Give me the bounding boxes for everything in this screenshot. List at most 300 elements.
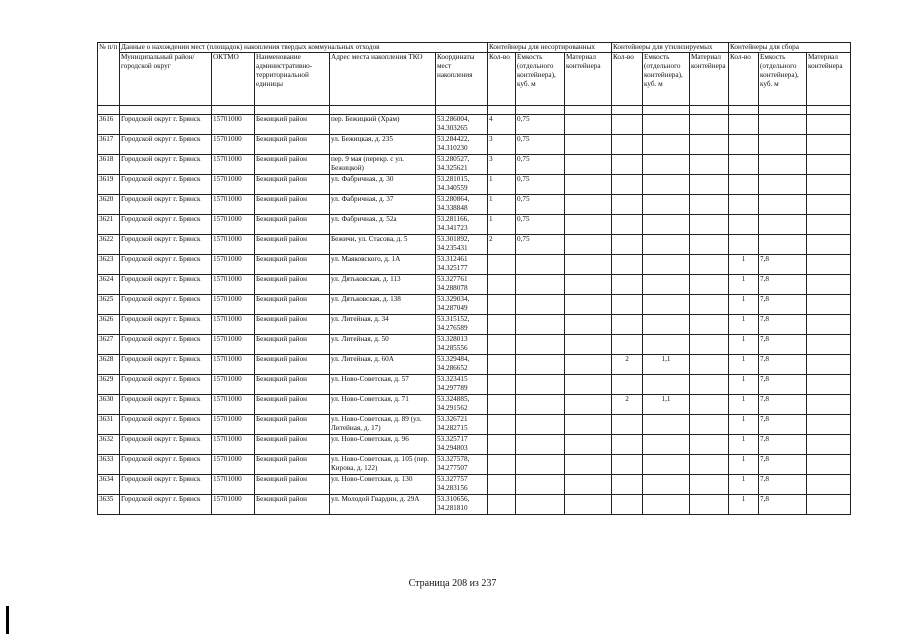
- cell-num: 3631: [98, 415, 120, 435]
- cell-unit: Бежицкий район: [255, 115, 330, 135]
- cell-unsorted-material: [565, 415, 612, 435]
- cell-coords: 53.324885, 34.291562: [436, 395, 488, 415]
- cell-municipal: Городской округ г. Брянск: [120, 375, 212, 395]
- cell-collect-count: 1: [729, 315, 759, 335]
- cell-unsorted-capacity: 0,75: [516, 195, 565, 215]
- cell-collect-capacity: [759, 115, 807, 135]
- cell-recycle-material: [690, 435, 729, 455]
- cell-unsorted-count: [488, 455, 516, 475]
- cell-unsorted-material: [565, 275, 612, 295]
- cell-collect-material: [807, 475, 851, 495]
- cell-recycle-material: [690, 295, 729, 315]
- cell-recycle-capacity: [643, 335, 690, 355]
- header-num: № п/п: [98, 43, 120, 106]
- cell-municipal: Городской округ г. Брянск: [120, 395, 212, 415]
- cell-municipal: Городской округ г. Брянск: [120, 495, 212, 515]
- cell-collect-count: [729, 215, 759, 235]
- cell-unsorted-capacity: [516, 495, 565, 515]
- cell-unsorted-count: [488, 435, 516, 455]
- cell-municipal: Городской округ г. Брянск: [120, 415, 212, 435]
- table-body: [98, 115, 851, 515]
- cell-unsorted-capacity: 0,75: [516, 135, 565, 155]
- cell-municipal: Городской округ г. Брянск: [120, 155, 212, 175]
- header-recycle-capacity: Емкость (отдельного контейнера), куб. м: [643, 53, 690, 106]
- cell-unsorted-material: [565, 475, 612, 495]
- cell-unit: Бежицкий район: [255, 395, 330, 415]
- cell-recycle-count: [612, 195, 643, 215]
- cell-unit: Бежицкий район: [255, 135, 330, 155]
- cell-collect-material: [807, 295, 851, 315]
- cell-coords: 53.323415 34.297789: [436, 375, 488, 395]
- cell-recycle-capacity: [643, 415, 690, 435]
- cell-unsorted-material: [565, 215, 612, 235]
- header-recycle-material: Материал контейнера: [690, 53, 729, 106]
- cell-oktmo: 15701000: [212, 155, 255, 175]
- cell-oktmo: 15701000: [212, 195, 255, 215]
- cell-recycle-count: [612, 155, 643, 175]
- cell-address: ул. Ново-Советская, д. 71: [330, 395, 436, 415]
- cell-oktmo: 15701000: [212, 335, 255, 355]
- cell-coords: 53.327761 34.288078: [436, 275, 488, 295]
- table-row: [98, 475, 851, 495]
- cell-unsorted-count: 3: [488, 135, 516, 155]
- cell-municipal: Городской округ г. Брянск: [120, 135, 212, 155]
- cell-address: ул. Ново-Советская, д. 96: [330, 435, 436, 455]
- cell-collect-count: 1: [729, 375, 759, 395]
- cell-collect-material: [807, 435, 851, 455]
- cell-recycle-capacity: [643, 215, 690, 235]
- cell-collect-material: [807, 415, 851, 435]
- cell-unsorted-material: [565, 495, 612, 515]
- cell-collect-capacity: 7,8: [759, 435, 807, 455]
- cell-collect-material: [807, 135, 851, 155]
- cell-address: ул. Бежицкая, д. 235: [330, 135, 436, 155]
- header-group-data: Данные о нахождении мест (площадок) накопления твердых коммунальных отходов: [120, 43, 488, 53]
- cell-collect-capacity: 7,8: [759, 395, 807, 415]
- cell-recycle-count: [612, 415, 643, 435]
- cell-recycle-material: [690, 195, 729, 215]
- cell-collect-material: [807, 275, 851, 295]
- cell-unsorted-material: [565, 455, 612, 475]
- cell-recycle-capacity: [643, 295, 690, 315]
- cell-recycle-count: [612, 315, 643, 335]
- cell-collect-material: [807, 235, 851, 255]
- header-spacer-row: [98, 106, 851, 115]
- cell-recycle-capacity: 1,1: [643, 395, 690, 415]
- cell-municipal: Городской округ г. Брянск: [120, 355, 212, 375]
- cell-recycle-material: [690, 175, 729, 195]
- cell-recycle-material: [690, 375, 729, 395]
- cell-municipal: Городской округ г. Брянск: [120, 455, 212, 475]
- cell-unsorted-count: [488, 295, 516, 315]
- cell-unsorted-count: [488, 395, 516, 415]
- table-row: [98, 295, 851, 315]
- cell-municipal: Городской округ г. Брянск: [120, 215, 212, 235]
- cell-recycle-capacity: [643, 435, 690, 455]
- cell-unsorted-count: [488, 415, 516, 435]
- header-unit: Наименование административно-территориальной единицы: [255, 53, 330, 106]
- cell-recycle-count: [612, 115, 643, 135]
- cell-collect-material: [807, 155, 851, 175]
- cell-unsorted-capacity: [516, 415, 565, 435]
- cell-unit: Бежицкий район: [255, 475, 330, 495]
- cell-recycle-capacity: [643, 135, 690, 155]
- header-collect-material: Материал контейнера: [807, 53, 851, 106]
- cell-unsorted-capacity: [516, 395, 565, 415]
- cell-collect-capacity: 7,8: [759, 335, 807, 355]
- cell-coords: 53.327578, 34.277507: [436, 455, 488, 475]
- cell-collect-count: 1: [729, 415, 759, 435]
- cell-recycle-material: [690, 155, 729, 175]
- cell-collect-count: 1: [729, 475, 759, 495]
- cell-collect-material: [807, 255, 851, 275]
- cell-address: ул. Ново-Советская, д. 57: [330, 375, 436, 395]
- cell-unsorted-material: [565, 435, 612, 455]
- cell-unsorted-count: [488, 255, 516, 275]
- cell-collect-count: 1: [729, 295, 759, 315]
- header-unsorted-material: Материал контейнера: [565, 53, 612, 106]
- cell-recycle-capacity: 1,1: [643, 355, 690, 375]
- cell-collect-count: [729, 235, 759, 255]
- cell-num: 3626: [98, 315, 120, 335]
- table-row: [98, 315, 851, 335]
- cell-collect-material: [807, 455, 851, 475]
- cell-unsorted-count: 1: [488, 175, 516, 195]
- cell-collect-capacity: [759, 155, 807, 175]
- table-row: [98, 155, 851, 175]
- cell-coords: 53.327757 34.283156: [436, 475, 488, 495]
- cell-recycle-count: [612, 495, 643, 515]
- cell-unsorted-material: [565, 375, 612, 395]
- cell-unsorted-count: 4: [488, 115, 516, 135]
- cell-collect-material: [807, 495, 851, 515]
- cell-num: 3619: [98, 175, 120, 195]
- cell-coords: 53.281166, 34.341723: [436, 215, 488, 235]
- cell-unsorted-capacity: 0,75: [516, 175, 565, 195]
- cell-coords: 53.315152, 34.276589: [436, 315, 488, 335]
- cell-recycle-material: [690, 415, 729, 435]
- cell-num: 3622: [98, 235, 120, 255]
- margin-mark: [6, 606, 9, 634]
- cell-unit: Бежицкий район: [255, 195, 330, 215]
- cell-unsorted-count: [488, 495, 516, 515]
- cell-unit: Бежицкий район: [255, 495, 330, 515]
- cell-coords: 53.281015, 34.340559: [436, 175, 488, 195]
- cell-unsorted-capacity: [516, 435, 565, 455]
- cell-collect-capacity: 7,8: [759, 255, 807, 275]
- cell-coords: 53.326721 34.282715: [436, 415, 488, 435]
- cell-recycle-material: [690, 335, 729, 355]
- cell-num: 3627: [98, 335, 120, 355]
- cell-municipal: Городской округ г. Брянск: [120, 315, 212, 335]
- cell-unsorted-capacity: [516, 275, 565, 295]
- cell-num: 3625: [98, 295, 120, 315]
- cell-num: 3617: [98, 135, 120, 155]
- cell-oktmo: 15701000: [212, 115, 255, 135]
- cell-collect-capacity: [759, 215, 807, 235]
- cell-recycle-count: [612, 455, 643, 475]
- header-unsorted-capacity: Емкость (отдельного контейнера), куб. м: [516, 53, 565, 106]
- table-row: [98, 415, 851, 435]
- table-row: [98, 335, 851, 355]
- cell-recycle-capacity: [643, 155, 690, 175]
- cell-oktmo: 15701000: [212, 295, 255, 315]
- cell-recycle-count: [612, 335, 643, 355]
- table-row: [98, 375, 851, 395]
- cell-num: 3628: [98, 355, 120, 375]
- cell-coords: 53.312461 34.325177: [436, 255, 488, 275]
- cell-num: 3620: [98, 195, 120, 215]
- cell-unit: Бежицкий район: [255, 175, 330, 195]
- cell-unit: Бежицкий район: [255, 335, 330, 355]
- cell-collect-capacity: 7,8: [759, 275, 807, 295]
- table-row: [98, 395, 851, 415]
- cell-num: 3632: [98, 435, 120, 455]
- cell-address: ул. Ново-Советская, д. 105 (пер. Кирова, д. 122): [330, 455, 436, 475]
- cell-recycle-count: [612, 375, 643, 395]
- cell-collect-material: [807, 195, 851, 215]
- cell-num: 3635: [98, 495, 120, 515]
- cell-collect-material: [807, 315, 851, 335]
- cell-coords: 53.280864, 34.338848: [436, 195, 488, 215]
- cell-unit: Бежицкий район: [255, 435, 330, 455]
- cell-recycle-material: [690, 235, 729, 255]
- header-address: Адрес места накопления ТКО: [330, 53, 436, 106]
- cell-num: 3616: [98, 115, 120, 135]
- cell-collect-material: [807, 175, 851, 195]
- cell-collect-material: [807, 215, 851, 235]
- cell-unsorted-capacity: [516, 295, 565, 315]
- cell-unit: Бежицкий район: [255, 295, 330, 315]
- page-number: Страница 208 из 237: [408, 578, 497, 589]
- table-row: [98, 495, 851, 515]
- cell-address: ул. Фабричная, д. 52а: [330, 215, 436, 235]
- cell-address: ул. Ново-Советская, д. 89 (ул. Литейная, д. 17): [330, 415, 436, 435]
- cell-oktmo: 15701000: [212, 255, 255, 275]
- cell-unsorted-material: [565, 315, 612, 335]
- cell-unit: Бежицкий район: [255, 375, 330, 395]
- cell-municipal: Городской округ г. Брянск: [120, 235, 212, 255]
- cell-recycle-material: [690, 355, 729, 375]
- cell-municipal: Городской округ г. Брянск: [120, 475, 212, 495]
- cell-coords: 53.301892, 34.235431: [436, 235, 488, 255]
- cell-collect-capacity: [759, 175, 807, 195]
- cell-unit: Бежицкий район: [255, 155, 330, 175]
- cell-collect-count: [729, 135, 759, 155]
- cell-collect-capacity: 7,8: [759, 495, 807, 515]
- cell-collect-count: 1: [729, 455, 759, 475]
- cell-unsorted-capacity: 0,75: [516, 155, 565, 175]
- cell-municipal: Городской округ г. Брянск: [120, 115, 212, 135]
- cell-oktmo: 15701000: [212, 495, 255, 515]
- table-row: [98, 135, 851, 155]
- cell-unsorted-capacity: 0,75: [516, 235, 565, 255]
- cell-collect-count: 1: [729, 275, 759, 295]
- cell-recycle-capacity: [643, 175, 690, 195]
- cell-municipal: Городской округ г. Брянск: [120, 435, 212, 455]
- cell-unsorted-capacity: [516, 375, 565, 395]
- cell-unit: Бежицкий район: [255, 275, 330, 295]
- cell-unsorted-count: 1: [488, 215, 516, 235]
- cell-address: пер. 9 мая (перекр. с ул. Бежицкой): [330, 155, 436, 175]
- cell-address: ул. Маяковского, д. 1А: [330, 255, 436, 275]
- cell-oktmo: 15701000: [212, 175, 255, 195]
- cell-municipal: Городской округ г. Брянск: [120, 295, 212, 315]
- header-collect-capacity: Емкость (отдельного контейнера), куб. м: [759, 53, 807, 106]
- cell-collect-capacity: 7,8: [759, 415, 807, 435]
- cell-recycle-count: [612, 275, 643, 295]
- cell-unsorted-capacity: [516, 315, 565, 335]
- cell-unsorted-material: [565, 395, 612, 415]
- cell-unsorted-material: [565, 355, 612, 375]
- cell-unsorted-count: [488, 475, 516, 495]
- cell-coords: 53.280527, 34.325621: [436, 155, 488, 175]
- cell-unsorted-material: [565, 335, 612, 355]
- header-group-unsorted: Контейнеры для несортированных: [488, 43, 612, 53]
- cell-oktmo: 15701000: [212, 415, 255, 435]
- cell-recycle-count: [612, 215, 643, 235]
- cell-municipal: Городской округ г. Брянск: [120, 275, 212, 295]
- header-municipal: Муниципальный район/городской округ: [120, 53, 212, 106]
- cell-unsorted-material: [565, 295, 612, 315]
- cell-oktmo: 15701000: [212, 435, 255, 455]
- cell-collect-material: [807, 115, 851, 135]
- cell-coords: 53.310656, 34.281810: [436, 495, 488, 515]
- cell-num: 3621: [98, 215, 120, 235]
- cell-address: ул. Литейная, д. 34: [330, 315, 436, 335]
- cell-collect-count: [729, 195, 759, 215]
- cell-recycle-count: [612, 475, 643, 495]
- table-row: [98, 255, 851, 275]
- cell-unsorted-material: [565, 255, 612, 275]
- cell-recycle-capacity: [643, 315, 690, 335]
- cell-recycle-count: [612, 235, 643, 255]
- cell-oktmo: 15701000: [212, 275, 255, 295]
- cell-recycle-material: [690, 275, 729, 295]
- cell-collect-count: 1: [729, 355, 759, 375]
- cell-collect-capacity: [759, 195, 807, 215]
- cell-coords: 53.329034, 34.287049: [436, 295, 488, 315]
- cell-unit: Бежицкий район: [255, 455, 330, 475]
- cell-unsorted-material: [565, 115, 612, 135]
- cell-unsorted-capacity: [516, 455, 565, 475]
- cell-unsorted-material: [565, 195, 612, 215]
- table-row: [98, 175, 851, 195]
- cell-recycle-capacity: [643, 255, 690, 275]
- cell-collect-material: [807, 395, 851, 415]
- cell-address: ул. Фабричная, д. 30: [330, 175, 436, 195]
- cell-municipal: Городской округ г. Брянск: [120, 175, 212, 195]
- cell-unit: Бежицкий район: [255, 235, 330, 255]
- cell-collect-capacity: 7,8: [759, 475, 807, 495]
- cell-unsorted-capacity: 0,75: [516, 215, 565, 235]
- table-row: [98, 195, 851, 215]
- cell-recycle-material: [690, 495, 729, 515]
- cell-recycle-capacity: [643, 235, 690, 255]
- cell-address: Бежичи, ул. Стасова, д. 5: [330, 235, 436, 255]
- cell-unsorted-material: [565, 235, 612, 255]
- cell-num: 3618: [98, 155, 120, 175]
- cell-address: ул. Литейная, д. 60А: [330, 355, 436, 375]
- cell-unsorted-count: [488, 375, 516, 395]
- cell-coords: 53.329484, 34.286652: [436, 355, 488, 375]
- cell-unsorted-count: 3: [488, 155, 516, 175]
- cell-recycle-material: [690, 315, 729, 335]
- cell-unsorted-capacity: [516, 355, 565, 375]
- cell-oktmo: 15701000: [212, 455, 255, 475]
- cell-recycle-count: [612, 135, 643, 155]
- cell-oktmo: 15701000: [212, 235, 255, 255]
- cell-collect-count: 1: [729, 495, 759, 515]
- cell-num: 3624: [98, 275, 120, 295]
- cell-oktmo: 15701000: [212, 395, 255, 415]
- cell-recycle-material: [690, 475, 729, 495]
- cell-recycle-capacity: [643, 195, 690, 215]
- cell-collect-capacity: 7,8: [759, 295, 807, 315]
- cell-unsorted-material: [565, 135, 612, 155]
- cell-unsorted-capacity: 0,75: [516, 115, 565, 135]
- cell-unsorted-capacity: [516, 255, 565, 275]
- cell-recycle-count: [612, 255, 643, 275]
- cell-unsorted-count: [488, 315, 516, 335]
- cell-collect-count: 1: [729, 255, 759, 275]
- cell-recycle-capacity: [643, 275, 690, 295]
- cell-recycle-count: [612, 175, 643, 195]
- cell-recycle-material: [690, 215, 729, 235]
- cell-unsorted-material: [565, 155, 612, 175]
- cell-address: ул. Молодой Гвардии, д. 29А: [330, 495, 436, 515]
- cell-recycle-capacity: [643, 115, 690, 135]
- cell-oktmo: 15701000: [212, 475, 255, 495]
- cell-recycle-capacity: [643, 475, 690, 495]
- cell-collect-material: [807, 375, 851, 395]
- cell-recycle-count: [612, 295, 643, 315]
- cell-unsorted-count: 1: [488, 195, 516, 215]
- header-coords: Координаты мест накопления: [436, 53, 488, 106]
- cell-coords: 53.325717 34.294803: [436, 435, 488, 455]
- cell-recycle-count: 2: [612, 355, 643, 375]
- cell-unsorted-count: 2: [488, 235, 516, 255]
- cell-municipal: Городской округ г. Брянск: [120, 195, 212, 215]
- cell-municipal: Городской округ г. Брянск: [120, 335, 212, 355]
- header-unsorted-count: Кол-во: [488, 53, 516, 106]
- cell-unsorted-count: [488, 355, 516, 375]
- cell-recycle-count: 2: [612, 395, 643, 415]
- table-row: [98, 455, 851, 475]
- cell-unit: Бежицкий район: [255, 355, 330, 375]
- cell-address: ул. Фабричная, д. 37: [330, 195, 436, 215]
- cell-recycle-count: [612, 435, 643, 455]
- cell-municipal: Городской округ г. Брянск: [120, 255, 212, 275]
- cell-unsorted-material: [565, 175, 612, 195]
- cell-recycle-capacity: [643, 455, 690, 475]
- header-recycle-count: Кол-во: [612, 53, 643, 106]
- cell-coords: 53.328013 34.285556: [436, 335, 488, 355]
- header-collect-count: Кол-во: [729, 53, 759, 106]
- cell-recycle-material: [690, 255, 729, 275]
- cell-oktmo: 15701000: [212, 315, 255, 335]
- cell-collect-count: 1: [729, 395, 759, 415]
- cell-collect-capacity: [759, 135, 807, 155]
- cell-address: ул. Дятьковская, д. 138: [330, 295, 436, 315]
- cell-unit: Бежицкий район: [255, 315, 330, 335]
- table-row: [98, 275, 851, 295]
- cell-oktmo: 15701000: [212, 135, 255, 155]
- cell-recycle-material: [690, 455, 729, 475]
- cell-num: 3623: [98, 255, 120, 275]
- cell-collect-capacity: 7,8: [759, 455, 807, 475]
- header-oktmo: ОКТМО: [212, 53, 255, 106]
